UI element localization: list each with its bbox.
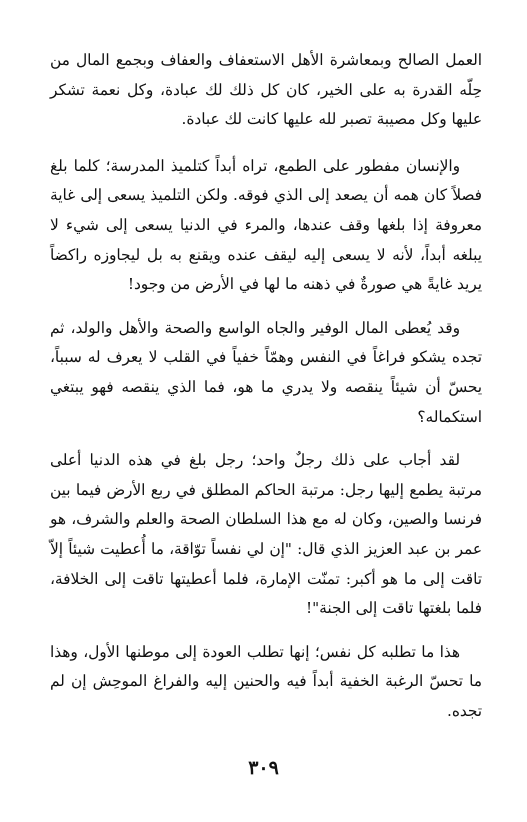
paragraph-2: والإنسان مفطور على الطمع، تراه أبداً كتلميذ المدرسة؛ كلما بلغ فصلاً كان همه أن يصعد إلى الذي فوقه. ولكن التلميذ يسعى إلى غاية معروفة إذا بلغها وقف عندها، والمرء في الدنيا يسعى إلى شيء لا يبلغه أبداً، لأنه لا يسعى إليه ليقف عنده ويقنع به بل ليجاوزه راكضاً يريد غايةً هي صورةٌ في ذهنه ما لها في الأرض من وجود! [50,156,482,294]
paragraph-3: وقد يُعطى المال الوفير والجاه الواسع والصحة والأهل والولد، ثم تجده يشكو فراغاً في النفس وهمّاً خفياً في القلب لا يعرف له سبباً، يحسّ أن شيئاً ينقصه ولا يدري ما هو، فما الذي ينقصه فهو يبتغي استكماله؟ [50,318,482,426]
page-body [50,46,482,726]
paragraph-5: هذا ما تطلبه كل نفس؛ إنها تطلب العودة إلى موطنها الأول، وهذا ما تحسّ الرغبة الخفية أبداً فيه والحنين إليه والفراغ الموحِش إن لم تجده. [50,642,482,720]
paragraph-1: العمل الصالح وبمعاشرة الأهل الاستعفاف والعفاف وبجمع المال من حِلّه القدرة به على الخير، كان كل ذلك لك عبادة، وكل نعمة تشكر عليها وكل مصيبة تصبر لله عليها كانت لك عبادة. [50,51,482,129]
paragraph-4: لقد أجاب على ذلك رجلٌ واحد؛ رجل بلغ في هذه الدنيا أعلى مرتبة يطمع إليها رجل: مرتبة الحاكم المطلق في ربع الأرض فيما بين فرنسا والصين، وكان له مع هذا السلطان الصحة والعلم والشرف، هو عمر بن عبد العزيز الذي قال: "إن لي نفساً توّاقة، ما أُعطيت شيئاً إلاّ تاقت إلى ما هو أكبر: تمنّت الإمارة، فلما أعطيتها تاقت إلى الخلافة، فلما بلغتها تاقت إلى الجنة"! [50,451,482,618]
page-number: ٣٠٩ [248,757,279,779]
